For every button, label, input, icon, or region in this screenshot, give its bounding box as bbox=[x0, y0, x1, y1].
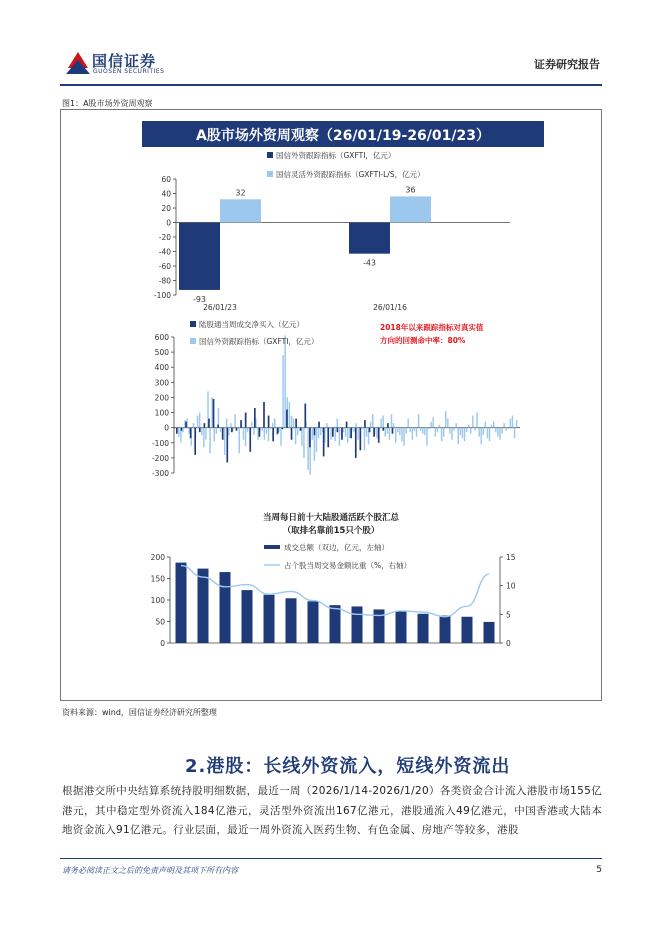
y-tick-label: 60 bbox=[161, 175, 171, 184]
bar-gxfti bbox=[468, 425, 469, 428]
figure-title: A股市场外资周观察（26/01/19-26/01/23） bbox=[196, 128, 490, 144]
bar-turnover bbox=[330, 605, 341, 643]
bar-gxfti bbox=[437, 428, 438, 433]
legend-swatch bbox=[190, 338, 196, 344]
bar-gxfti bbox=[470, 428, 471, 434]
bar-gxfti bbox=[453, 428, 454, 431]
bar-gxfti bbox=[295, 428, 296, 445]
legend-label: 陆股通当周成交净买入（亿元） bbox=[199, 320, 304, 329]
bar-gxfti bbox=[211, 397, 212, 427]
bar-gxfti bbox=[239, 428, 240, 454]
bar-gxfti bbox=[458, 428, 459, 445]
bar-gxfti bbox=[387, 428, 388, 434]
bar-gxfti bbox=[478, 428, 479, 437]
legend-swatch bbox=[267, 171, 273, 177]
bar-turnover bbox=[484, 622, 495, 643]
bar-northbound-net-buy bbox=[360, 428, 362, 451]
bar-turnover bbox=[418, 614, 429, 643]
bar-northbound-net-buy bbox=[309, 428, 311, 448]
y-tick-label: 100 bbox=[150, 596, 165, 605]
bar-northbound-net-buy bbox=[263, 402, 265, 428]
bar-turnover bbox=[352, 606, 363, 643]
bar-gxfti bbox=[355, 423, 356, 428]
bar-northbound-net-buy bbox=[268, 416, 270, 428]
bar-gxfti bbox=[422, 428, 423, 434]
y-tick-label: 0 bbox=[160, 639, 165, 648]
bar-gxfti bbox=[362, 428, 363, 430]
report-type: 证券研究报告 bbox=[534, 58, 600, 71]
chart3-title: 当周每日前十大陆股通活跃个股汇总 bbox=[262, 513, 400, 523]
bar-gxfti bbox=[189, 428, 190, 434]
bar-turnover bbox=[374, 609, 385, 643]
bar-gxfti bbox=[253, 428, 254, 436]
bar-gxfti bbox=[491, 425, 492, 428]
chart3-subtitle: （取排名靠前15只个股） bbox=[282, 526, 380, 536]
bar-northbound-net-buy bbox=[382, 428, 384, 431]
bar-turnover bbox=[440, 615, 451, 643]
bar-turnover bbox=[176, 563, 187, 643]
bar-northbound-net-buy bbox=[259, 428, 261, 437]
bar-gxfti bbox=[412, 428, 413, 440]
figure-source: 资料来源：wind，国信证券经济研究所整理 bbox=[62, 708, 217, 717]
y-tick-label: -40 bbox=[158, 247, 171, 257]
bar-gxfti bbox=[353, 428, 354, 433]
bar-northbound-net-buy bbox=[341, 428, 343, 440]
bar-gxfti bbox=[247, 428, 248, 433]
bar-gxfti bbox=[272, 423, 273, 428]
bar-gxfti bbox=[316, 428, 317, 452]
bar-turnover bbox=[396, 611, 407, 643]
y-tick-label: -20 bbox=[158, 233, 171, 242]
bar-gxfti bbox=[307, 428, 308, 470]
bar-gxfti bbox=[312, 428, 313, 440]
bar-gxfti bbox=[318, 428, 319, 439]
y2-tick-label: 15 bbox=[506, 553, 516, 562]
footer-disclaimer: 请务必阅读正文之后的免责声明及其项下所有内容 bbox=[62, 866, 238, 875]
bar-gxfti bbox=[391, 414, 392, 428]
body-paragraph: 根据港交所中央结算系统持股明细数据，最近一周（2026/1/14-2026/1/20）各类资金合计流入港股市场155亿港元，其中稳定型外资流入184亿港元，灵活型外资流出167亿港元，港股通流入49亿港元，中国香港或大陆本地资金流入91亿港元。行业层面，最近一周外资流入医药生物、有色金属、房地产等较多，港股 bbox=[62, 785, 602, 837]
bar-gxfti bbox=[512, 416, 513, 428]
bar-gxfti bbox=[489, 428, 490, 442]
bar-northbound-net-buy bbox=[304, 403, 306, 427]
bar-gxfti bbox=[487, 428, 488, 439]
bar-turnover bbox=[264, 595, 275, 643]
bar-northbound-net-buy bbox=[387, 423, 389, 428]
bar-northbound-net-buy bbox=[208, 419, 210, 428]
y-tick-label: 200 bbox=[154, 393, 169, 403]
legend-label: 国信外资跟踪指标（GXFTI，亿元） bbox=[276, 151, 396, 160]
y-tick-label: 40 bbox=[161, 189, 171, 199]
bar-gxfti bbox=[424, 428, 425, 436]
bar-northbound-net-buy bbox=[355, 428, 357, 458]
y-tick-label: 50 bbox=[155, 617, 165, 627]
bar-gxfti bbox=[441, 428, 442, 442]
bar-gxfti bbox=[268, 428, 269, 442]
bar-gxfti bbox=[209, 428, 210, 454]
y-tick-label: -300 bbox=[151, 469, 169, 478]
bar-northbound-net-buy bbox=[231, 428, 233, 433]
bar-gxfti bbox=[251, 422, 252, 428]
bar-northbound-net-buy bbox=[236, 428, 238, 431]
bar-gxfti bbox=[257, 428, 258, 440]
bar-gxfti bbox=[472, 416, 473, 428]
y-tick-label: 500 bbox=[154, 348, 169, 358]
y-tick-label: 400 bbox=[154, 363, 169, 373]
bar-gxfti bbox=[224, 428, 225, 455]
y2-tick-label: 5 bbox=[506, 610, 511, 620]
bar-gxfti bbox=[430, 422, 431, 428]
bar-gxfti bbox=[320, 428, 321, 436]
y-tick-label: 20 bbox=[161, 204, 171, 213]
bar-gxfti bbox=[407, 419, 408, 428]
data-label: -93 bbox=[192, 294, 207, 304]
bar-gxfti bbox=[514, 428, 515, 439]
bar-gxfti bbox=[345, 428, 346, 437]
bar-gxfti bbox=[280, 428, 281, 446]
bar-gxfti bbox=[193, 423, 194, 428]
bar-gxfti bbox=[416, 428, 417, 437]
bar-gxfti bbox=[337, 419, 338, 428]
bar-gxfti bbox=[245, 428, 246, 446]
bar-gxfti bbox=[262, 428, 263, 431]
bar-gxfti bbox=[274, 419, 275, 428]
bar-gxfti bbox=[303, 428, 304, 458]
bar-gxfti bbox=[220, 428, 221, 433]
bar-northbound-net-buy bbox=[217, 425, 219, 428]
y-tick-label: 300 bbox=[154, 378, 169, 388]
bar-northbound-net-buy bbox=[222, 428, 224, 440]
bar-gxfti bbox=[339, 428, 340, 446]
bar-gxfti bbox=[455, 423, 456, 428]
bar-gxfti bbox=[349, 223, 390, 254]
figure-charts bbox=[60, 109, 602, 701]
bar-gxfti bbox=[284, 335, 285, 427]
y2-tick-label: 10 bbox=[506, 581, 516, 591]
company-name: 国信证券 bbox=[92, 52, 157, 70]
bar-gxfti bbox=[443, 428, 444, 437]
bar-gxfti bbox=[495, 428, 496, 433]
bar-gxfti bbox=[474, 428, 475, 431]
bar-northbound-net-buy bbox=[194, 428, 196, 455]
bar-northbound-net-buy bbox=[337, 428, 339, 433]
bar-northbound-net-buy bbox=[282, 428, 284, 430]
bar-gxfti bbox=[289, 402, 290, 428]
bar-turnover bbox=[462, 617, 473, 643]
bar-gxfti bbox=[376, 428, 377, 439]
bar-gxfti bbox=[460, 428, 461, 436]
bar-gxfti bbox=[433, 417, 434, 428]
bar-gxfti bbox=[439, 425, 440, 428]
bar-gxfti bbox=[380, 419, 381, 428]
bar-gxfti bbox=[501, 428, 502, 434]
bar-northbound-net-buy bbox=[245, 413, 247, 428]
y-tick-label: 600 bbox=[154, 333, 169, 342]
bar-gxfti bbox=[199, 413, 200, 428]
x-category-label: 26/01/16 bbox=[373, 303, 407, 312]
bar-gxfti bbox=[197, 416, 198, 428]
bar-gxfti bbox=[418, 414, 419, 428]
bar-northbound-net-buy bbox=[378, 428, 380, 443]
bar-gxfti bbox=[230, 423, 231, 428]
bar-gxfti bbox=[428, 428, 429, 430]
y-tick-label: -80 bbox=[158, 276, 171, 286]
bar-northbound-net-buy bbox=[318, 422, 320, 428]
bar-gxfti bbox=[449, 428, 450, 434]
bar-northbound-net-buy bbox=[332, 428, 334, 437]
bar-northbound-net-buy bbox=[176, 428, 178, 434]
bar-turnover bbox=[286, 598, 297, 643]
bar-northbound-net-buy bbox=[350, 428, 352, 439]
bar-gxfti bbox=[203, 428, 204, 448]
bar-gxfti bbox=[445, 411, 446, 428]
bar-gxfti bbox=[182, 428, 183, 433]
bar-gxfti bbox=[357, 428, 358, 440]
bar-gxfti bbox=[483, 428, 484, 436]
y-tick-label: -60 bbox=[158, 262, 171, 271]
bar-gxfti bbox=[476, 413, 477, 428]
bar-northbound-net-buy bbox=[346, 422, 348, 428]
bar-gxfti bbox=[385, 428, 386, 437]
bar-gxfti bbox=[485, 422, 486, 428]
header-divider bbox=[60, 84, 602, 86]
bar-gxfti bbox=[234, 414, 235, 428]
bar-gxfti bbox=[266, 428, 267, 434]
bar-northbound-net-buy bbox=[226, 428, 228, 463]
bar-northbound-net-buy bbox=[291, 428, 293, 440]
page-number: 5 bbox=[596, 865, 602, 875]
bar-gxfti bbox=[403, 428, 404, 446]
bar-gxfti bbox=[343, 428, 344, 433]
y-tick-label: 150 bbox=[150, 574, 165, 584]
bar-northbound-net-buy bbox=[272, 428, 274, 442]
y2-tick-label: 0 bbox=[506, 639, 511, 648]
legend-swatch bbox=[264, 545, 280, 549]
bar-gxfti bbox=[372, 414, 373, 428]
bar-gxfti bbox=[226, 419, 227, 428]
bar-gxfti bbox=[493, 422, 494, 428]
bar-gxfti bbox=[291, 416, 292, 428]
bar-gxfti bbox=[420, 428, 421, 431]
legend-swatch bbox=[267, 152, 273, 158]
bar-northbound-net-buy bbox=[213, 399, 215, 428]
bar-turnover bbox=[308, 601, 319, 643]
bar-gxfti bbox=[480, 428, 481, 445]
bar-gxfti bbox=[205, 428, 206, 440]
data-label: -43 bbox=[362, 258, 377, 268]
bar-gxfti bbox=[214, 428, 215, 442]
bar-gxfti bbox=[382, 416, 383, 428]
bar-gxfti bbox=[451, 428, 452, 440]
bar-northbound-net-buy bbox=[364, 420, 366, 428]
bar-gxfti bbox=[401, 428, 402, 442]
bar-northbound-net-buy bbox=[314, 428, 316, 436]
section-title: 2.港股：长线外资流入，短线外资流出 bbox=[185, 756, 511, 777]
bar-northbound-net-buy bbox=[185, 422, 187, 428]
bar-gxfti bbox=[410, 428, 411, 433]
backtest-annotation-line2: 方向的回测命中率：80% bbox=[380, 336, 466, 345]
bar-gxfti bbox=[503, 423, 504, 428]
bar-gxfti bbox=[347, 428, 348, 443]
bar-gxfti bbox=[397, 428, 398, 433]
figure-caption: 图1：A股市场外资周观察 bbox=[62, 99, 153, 108]
bar-gxfti bbox=[282, 355, 283, 428]
bar-northbound-net-buy bbox=[240, 420, 242, 428]
bar-northbound-net-buy bbox=[277, 428, 279, 434]
bar-gxfti bbox=[243, 428, 244, 440]
y-tick-label: 200 bbox=[150, 553, 165, 562]
bar-gxfti bbox=[510, 419, 511, 428]
bar-gxfti bbox=[201, 428, 202, 436]
bar-gxfti bbox=[414, 428, 415, 431]
bar-gxfti bbox=[228, 428, 229, 436]
bar-gxfti bbox=[330, 428, 331, 440]
bar-northbound-net-buy bbox=[295, 419, 297, 428]
bar-turnover bbox=[242, 590, 253, 643]
bar-northbound-net-buy bbox=[327, 428, 329, 448]
bar-northbound-net-buy bbox=[323, 428, 325, 457]
bar-gxfti bbox=[326, 423, 327, 428]
bar-gxfti bbox=[389, 428, 390, 440]
bar-gxfti bbox=[426, 428, 427, 446]
bar-northbound-net-buy bbox=[199, 428, 201, 433]
bar-gxfti bbox=[366, 428, 367, 437]
bar-turnover bbox=[198, 569, 209, 643]
legend-label: 国信灵活外资跟踪指标（GXFTI-L/S，亿元） bbox=[276, 170, 425, 179]
x-category-label: 26/01/23 bbox=[203, 303, 237, 312]
bar-gxfti bbox=[395, 428, 396, 443]
bar-gxfti bbox=[505, 428, 506, 431]
y-tick-label: -100 bbox=[153, 291, 171, 300]
y-tick-label: -100 bbox=[151, 438, 169, 448]
bar-gxfti bbox=[499, 428, 500, 440]
bar-gxfti bbox=[399, 428, 400, 436]
bar-northbound-net-buy bbox=[286, 410, 288, 428]
y-tick-label: 0 bbox=[166, 218, 171, 228]
y-tick-label: 100 bbox=[154, 408, 169, 418]
bar-northbound-net-buy bbox=[190, 428, 192, 439]
data-label: 36 bbox=[405, 185, 416, 195]
bar-gxfti bbox=[264, 428, 265, 440]
bar-gxfti bbox=[179, 223, 220, 290]
bar-gxfti bbox=[466, 428, 467, 433]
y-tick-label: 0 bbox=[164, 423, 169, 433]
y-tick-label: -200 bbox=[151, 453, 169, 463]
bar-gxfti bbox=[216, 428, 217, 434]
bar-gxfti bbox=[405, 428, 406, 434]
bar-gxfti bbox=[293, 419, 294, 428]
bar-northbound-net-buy bbox=[249, 428, 251, 452]
bar-gxfti bbox=[462, 428, 463, 439]
bar-gxfti bbox=[370, 422, 371, 428]
bar-gxfti bbox=[508, 428, 509, 430]
bar-northbound-net-buy bbox=[369, 428, 371, 433]
bar-gxfti bbox=[349, 428, 350, 439]
bar-northbound-net-buy bbox=[254, 408, 256, 428]
bar-gxfti bbox=[464, 428, 465, 442]
backtest-annotation-line1: 2018年以来跟踪指标对真实值 bbox=[380, 323, 484, 332]
bar-gxfti bbox=[435, 428, 436, 437]
bar-northbound-net-buy bbox=[181, 428, 183, 431]
bar-gxfti-ls bbox=[390, 196, 431, 222]
bar-northbound-net-buy bbox=[392, 428, 394, 434]
legend-label: 国信外资跟踪指标（GXFTI，亿元） bbox=[199, 337, 319, 346]
bar-northbound-net-buy bbox=[373, 428, 375, 437]
data-label: 32 bbox=[235, 188, 246, 198]
bar-gxfti bbox=[270, 428, 271, 430]
legend-label: 成交总额（双边，亿元，左轴） bbox=[284, 543, 389, 552]
company-name-en: GUOSEN SECURITIES bbox=[93, 68, 165, 75]
bar-gxfti bbox=[297, 428, 298, 436]
bar-northbound-net-buy bbox=[300, 428, 302, 431]
company-logo-icon bbox=[66, 46, 90, 76]
bar-gxfti bbox=[364, 428, 365, 451]
bar-gxfti bbox=[334, 428, 335, 442]
legend-swatch bbox=[190, 321, 196, 327]
bar-gxfti bbox=[516, 420, 517, 428]
legend-label: 占个股当周交易金额比重（%，右轴） bbox=[284, 561, 412, 570]
bar-northbound-net-buy bbox=[204, 423, 206, 428]
bar-gxfti bbox=[447, 419, 448, 428]
bar-gxfti bbox=[497, 428, 498, 437]
footer-divider bbox=[60, 858, 602, 859]
bar-gxfti bbox=[178, 428, 179, 437]
bar-gxfti-ls bbox=[220, 199, 261, 222]
bar-turnover bbox=[220, 572, 231, 643]
bar-gxfti bbox=[393, 423, 394, 428]
